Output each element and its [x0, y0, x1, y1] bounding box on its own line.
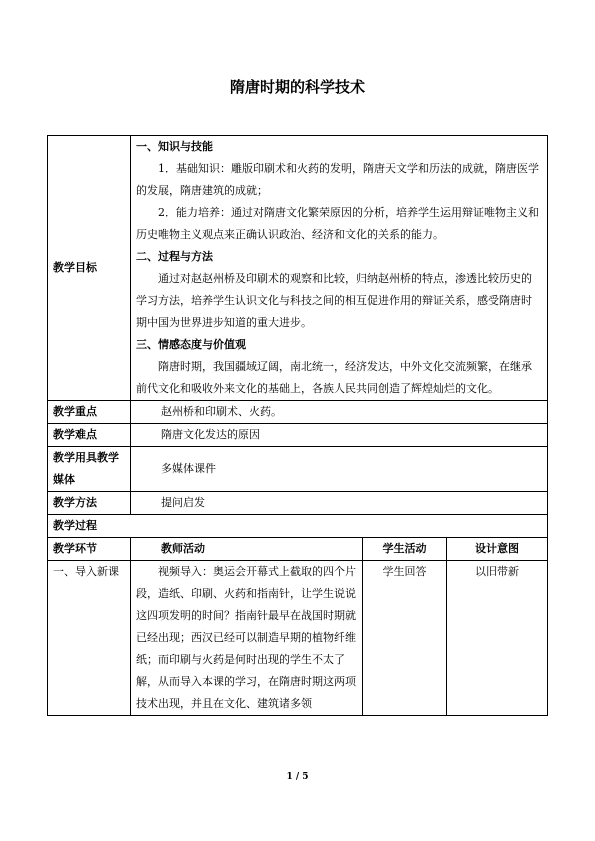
method-value: 提问启发: [131, 492, 548, 515]
goals-section-process-title: 二、过程与方法: [136, 250, 213, 263]
header-intent: 设计意图: [447, 538, 548, 561]
media-label: 教学用具教学媒体: [48, 447, 131, 492]
stage-cell: 一、导入新课: [48, 561, 131, 716]
design-intent-cell: 以旧带新: [447, 561, 548, 716]
goals-section-emotion-title: 三、情感态度与价值观: [136, 338, 246, 351]
header-stage: 教学环节: [48, 538, 131, 561]
media-value: 多媒体课件: [131, 447, 548, 492]
process-label: 教学过程: [48, 515, 548, 538]
media-row: [48, 447, 548, 492]
difficulty-value: 隋唐文化发达的原因: [131, 424, 548, 447]
process-heading-row: [48, 515, 548, 538]
difficulty-label: 教学难点: [48, 424, 131, 447]
header-teacher: 教师活动: [131, 538, 363, 561]
difficulty-row: [48, 424, 548, 447]
method-label: 教学方法: [48, 492, 131, 515]
goals-section-knowledge-title: 一、知识与技能: [136, 140, 213, 153]
lesson-plan-table: [47, 135, 548, 716]
goals-process-text: 通过对赵赵州桥及印刷术的观察和比较，归纳赵州桥的特点，渗透比较历史的学习方法，培养学生认识文化与科技之间的相互促进作用的辩证关系，感受隋唐时期中国为世界进步知道的重大进步。: [136, 272, 532, 329]
student-activity-cell: 学生回答: [363, 561, 447, 716]
key-points-label: 教学重点: [48, 401, 131, 424]
key-points-row: [48, 401, 548, 424]
page-number: 1 / 5: [286, 772, 309, 782]
process-header-row: [48, 538, 548, 561]
goals-knowledge-ability: 2．能力培养：通过对隋唐文化繁荣原因的分析，培养学生运用辩证唯物主义和历史唯物主义观点来正确认识政治、经济和文化的关系的能力。: [136, 206, 539, 241]
header-student: 学生活动: [363, 538, 447, 561]
goals-emotion-text: 隋唐时期，我国疆域辽阔，南北统一，经济发达，中外文化交流频繁，在继承前代文化和吸收外来文化的基础上，各族人民共同创造了辉煌灿烂的文化。: [136, 360, 532, 395]
goals-row: [48, 136, 548, 401]
goals-content: [131, 136, 548, 401]
table-row: [48, 561, 548, 716]
method-row: [48, 492, 548, 515]
goals-label: 教学目标: [48, 136, 131, 401]
goals-knowledge-basic: 1．基础知识：雕版印刷术和火药的发明，隋唐天文学和历法的成就，隋唐医学的发展，隋唐建筑的成就；: [136, 162, 539, 197]
teacher-activity-cell: 视频导入：奥运会开幕式上截取的四个片段，造纸、印刷、火药和指南针，让学生说说这四项发明的时间？指南针最早在战国时期就已经出现；西汉已经可以制造早期的植物纤维纸；而印刷与火药是何时出现的学生不太了解，从而导入本课的学习，在隋唐时期这两项技术出现，并且在文化、建筑诸多领: [131, 561, 363, 716]
page-title: 隋唐时期的科学技术: [229, 78, 365, 96]
key-points-value: 赵州桥和印刷术、火药。: [131, 401, 548, 424]
